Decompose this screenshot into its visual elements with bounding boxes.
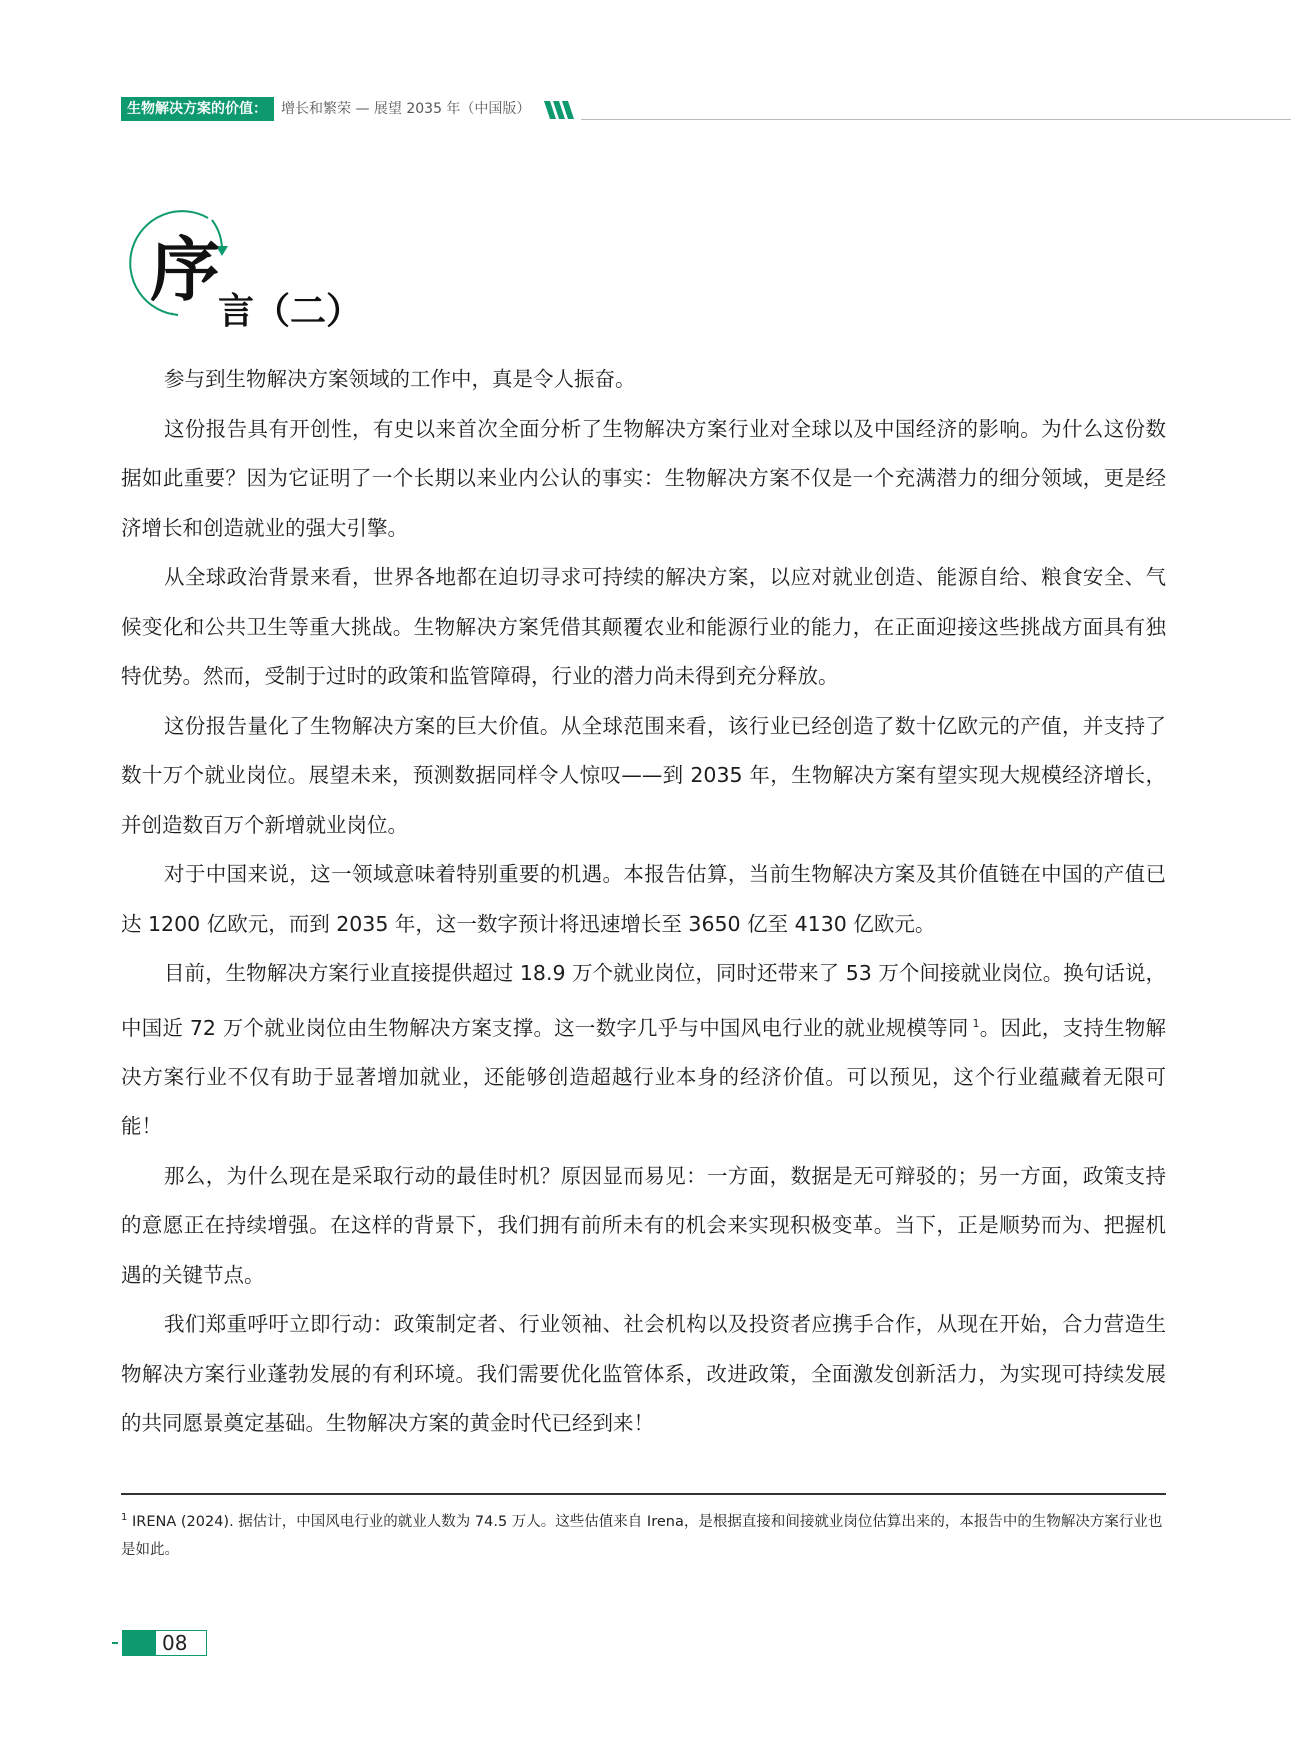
title-main: 序 <box>150 229 220 311</box>
paragraph-6-text: 目前，生物解决方案行业直接提供超过 18.9 万个就业岗位，同时还带来了 53 万个间接就业岗位。换句话说，中国近 72 万个就业岗位由生物解决方案支撑。这一数字几乎与中国风电行业的就业规模等同 <box>121 961 1166 1040</box>
page-number-block <box>112 1628 212 1658</box>
footnote-rule <box>121 1493 1166 1495</box>
stripes-icon <box>544 101 574 119</box>
page-number: 08 <box>162 1631 188 1655</box>
header-subtitle: 增长和繁荣 — 展望 2035 年（中国版） <box>281 101 531 117</box>
paragraph-1: 参与到生物解决方案领域的工作中，真是令人振奋。 <box>164 367 636 391</box>
paragraph-8: 我们郑重呼吁立即行动：政策制定者、行业领袖、社会机构以及投资者应携手合作，从现在开始，合力营造生物解决方案行业蓬勃发展的有利环境。我们需要优化监管体系，改进政策，全面激发创新活力，为实现可持续发展的共同愿景奠定基础。生物解决方案的黄金时代已经到来！ <box>121 1312 1166 1436</box>
page-number-accent <box>122 1630 156 1656</box>
paragraph-6-tail: 。因此，支持生物解决方案行业不仅有助于显著增加就业，还能够创造超越行业本身的经济价值。可以预见，这个行业蕴藏着无限可能！ <box>121 1015 1167 1139</box>
footnote <box>121 1504 1166 1564</box>
header-rule <box>581 119 1291 120</box>
body-text <box>121 355 1166 1449</box>
page-number-dash <box>112 1642 118 1644</box>
title-sub: 言（二） <box>218 291 363 332</box>
paragraph-3: 从全球政治背景来看，世界各地都在迫切寻求可持续的解决方案，以应对就业创造、能源自给、粮食安全、气候变化和公共卫生等重大挑战。生物解决方案凭借其颠覆农业和能源行业的能力，在正面迎接这些挑战方面具有独特优势。然而，受制于过时的政策和监管障碍，行业的潜力尚未得到充分释放。 <box>121 565 1166 688</box>
running-header <box>121 97 1291 125</box>
paragraph-2: 这份报告具有开创性，有史以来首次全面分析了生物解决方案行业对全球以及中国经济的影响。为什么这份数据如此重要？因为它证明了一个长期以来业内公认的事实：生物解决方案不仅是一个充满潜力的细分领域，更是经济增长和创造就业的强大引擎。 <box>121 416 1166 540</box>
header-tag: 生物解决方案的价值： <box>121 97 274 121</box>
paragraph-4: 这份报告量化了生物解决方案的巨大价值。从全球范围来看，该行业已经创造了数十亿欧元的产值，并支持了数十万个就业岗位。展望未来，预测数据同样令人惊叹——到 2035 年，生物解决方案有望实现大规模经济增长，并创造数百万个新增就业岗位。 <box>121 713 1166 837</box>
paragraph-6 <box>121 949 1166 1152</box>
footnote-text: IRENA (2024). 据估计，中国风电行业的就业人数为 74.5 万人。这些估值来自 Irena，是根据直接和间接就业岗位估算出来的，本报告中的生物解决方案行业也是如此。 <box>121 1513 1163 1558</box>
footnote-mark: 1 <box>121 1512 128 1523</box>
section-title <box>118 210 438 350</box>
footnote-ref: 1 <box>972 1016 980 1030</box>
paragraph-5: 对于中国来说，这一领域意味着特别重要的机遇。本报告估算，当前生物解决方案及其价值链在中国的产值已达 1200 亿欧元，而到 2035 年，这一数字预计将迅速增长至 3650 亿至 4130 亿欧元。 <box>121 862 1166 936</box>
paragraph-7: 那么，为什么现在是采取行动的最佳时机？原因显而易见：一方面，数据是无可辩驳的；另一方面，政策支持的意愿正在持续增强。在这样的背景下，我们拥有前所未有的机会来实现积极变革。当下，正是顺势而为、把握机遇的关键节点。 <box>121 1163 1166 1287</box>
